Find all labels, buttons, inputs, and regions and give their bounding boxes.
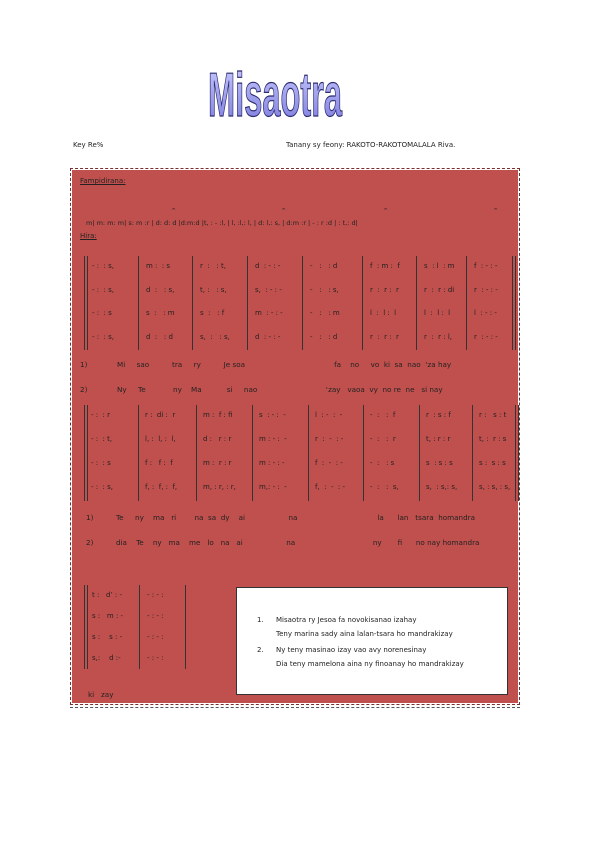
score-cell: - : : s, [92,332,115,341]
score-cell: m, : r, : r, [203,483,236,491]
fermata-icon: 𝄐 [494,206,498,213]
bar-line [308,405,309,501]
bar-line [138,256,139,350]
bar-line [138,405,139,501]
score-cell: s, : : s, [200,332,230,341]
score-cell: r : s : f [426,411,451,419]
score-cell: d : : d [146,332,173,341]
bar-line [84,405,85,501]
bar-line [87,405,88,501]
bar-line [84,256,85,350]
author-credit: Tanany sy feony: RAKOTO-RAKOTOMALALA Riva. [286,141,456,149]
verse-number: 2. [257,646,264,654]
score-cell: t, : r : r [426,435,451,443]
score-cell: t : d’ : - [92,591,123,599]
score-cell: d : r : r [203,435,232,443]
page-title: Misaotra [208,61,343,130]
bottom-divider [70,707,520,708]
fermata-icon: 𝄐 [172,206,176,213]
score-cell: l : l : l [424,309,451,317]
score-cell: l : - : - [315,411,343,419]
lyric-line: dia Te ny ma me lo na ai na ny fi no nay homandra [116,538,480,547]
score-cell: - : : f [370,411,396,419]
score-cell: - : : s, [92,285,115,294]
score-cell: s : s : s [479,459,506,467]
score-cell: m : : s [146,262,171,270]
score-cell: s : s : - [92,633,123,641]
score-cell: s,: d :- [92,654,121,662]
bar-line [185,585,186,669]
score-cell: - : : s, [310,285,339,294]
bar-line [518,405,519,501]
score-cell: - : : s, [370,483,399,491]
score-cell: f, : - : - [315,483,346,491]
score-cell: r : - : - [315,435,344,443]
score-cell: r : r : l, [424,332,452,341]
key-signature: Key Re% [73,141,104,149]
score-cell: - : : t, [91,435,113,443]
score-cell: - : : s [92,309,112,317]
score-cell: - : - : [147,612,164,620]
lyric-line: Mi sao tra ry Je soa fa no vo ki sa nao ‘za hay [117,360,452,369]
score-cell: - : : m [310,309,340,317]
verse-number: 1. [257,616,264,624]
bar-line [192,256,193,350]
score-cell: - : - : [147,654,164,662]
score-cell: f : - : - [315,459,343,467]
score-cell: r : r : di [424,285,455,294]
intro-notation: m| m: m: m| s: m :r | d: d: d |d:m:d |t, : - :l, | l, :l,: l, | d: l,: s, | d:m :r | - : r :d | : t,: d| [86,219,358,227]
score-cell: t, : r : s [479,435,507,443]
score-cell: s : : f [200,309,225,317]
intro-label: Fampidirana: [80,177,126,185]
score-cell: l, : l, : l, [145,435,176,443]
score-cell: - : - : [147,591,164,599]
bar-line [87,256,88,350]
score-cell: - : : s [91,459,111,467]
score-cell: m : - : - [259,435,287,443]
score-cell: d : : s, [146,285,175,294]
verses-box [236,587,508,695]
score-cell: s : s : s [426,459,453,467]
score-cell: s, : s,: s, [426,483,458,491]
fermata-icon: 𝄐 [282,206,286,213]
bar-line [466,256,467,350]
lyric-line: Te ny ma ri na sa dy ai na la lan tsara homandra [116,513,476,522]
score-cell: f, : f, : f, [145,483,178,491]
score-cell: f : f : f [145,459,173,467]
bar-line [362,256,363,350]
bar-line [87,585,88,669]
score-cell: l : - : - [474,309,497,317]
score-cell: d : - : - [255,332,281,341]
score-cell: s, : s, : s, [479,483,511,491]
score-cell: - : : s, [91,483,114,491]
lyric-line: Ny Te ny Ma si nao ‘zay vaoa vy no re ne si nay [117,385,443,394]
score-cell: - : : r [91,411,111,419]
score-cell: s : m : - [92,612,124,620]
bar-line [419,405,420,501]
score-cell: l : l : l [370,309,397,317]
fermata-icon: 𝄐 [384,206,388,213]
score-cell: r : - : - [474,332,498,341]
bar-line [472,405,473,501]
score-cell: f : m : f [370,262,400,270]
bar-line [139,585,140,669]
bar-line [196,405,197,501]
verse-line: Teny marina sady aina lalan-tsara ho mandrakizay [276,630,453,638]
title-wordart [205,50,345,132]
bar-line [302,256,303,350]
score-cell: s : l : m [424,262,455,270]
score-cell: - : : d [310,262,338,270]
lyric-number: 2) [86,538,94,547]
bar-line [363,405,364,501]
score-cell: r : r : r [370,285,399,294]
score-cell: - : : s, [92,262,115,270]
score-cell: s : - : - [259,411,286,419]
verse-line: Misaotra ry Jesoa fa novokisanao izahay [276,616,417,624]
score-cell: m : - : - [259,459,285,467]
lyric-number: 2) [80,385,88,394]
score-cell: - : : d [310,332,338,341]
score-cell: f : - : - [474,262,498,270]
score-cell: r : r : r [370,332,399,341]
bar-line [252,405,253,501]
score-cell: r : : t, [200,262,226,270]
bar-line [247,256,248,350]
verse-line: Ny teny masinao izay vao avy norenesinay [276,646,427,654]
bar-line [512,256,513,350]
score-cell: m : - : - [255,309,283,317]
score-cell: m : r : r [203,459,232,467]
score-cell: m : f : fi [203,411,233,419]
score-cell: s, : - : - [255,285,282,294]
verse-line: Dia teny mamelona aina ny finoanay ho mandrakizay [276,660,464,668]
score-cell: - : - : [147,633,164,641]
hira-label: Hira: [80,232,97,240]
lyric-number: 1) [86,513,94,522]
bar-line [515,256,516,350]
score-cell: t, : : s, [200,285,227,294]
lyric-number: 1) [80,360,88,369]
score-cell: - : : s [370,459,395,467]
bar-line [515,405,516,501]
score-cell: s : : m [146,309,175,317]
score-cell: r : s : t [479,411,507,419]
score-cell: - : : r [370,435,396,443]
score-cell: m,: - : - [259,483,287,491]
score-cell: r : di : r [145,411,176,419]
score-cell: r : - : - [474,285,498,294]
bar-line [84,585,85,669]
bar-line [416,256,417,350]
ending-lyric: ki zay [88,690,114,699]
score-cell: d : - : - [255,262,281,270]
